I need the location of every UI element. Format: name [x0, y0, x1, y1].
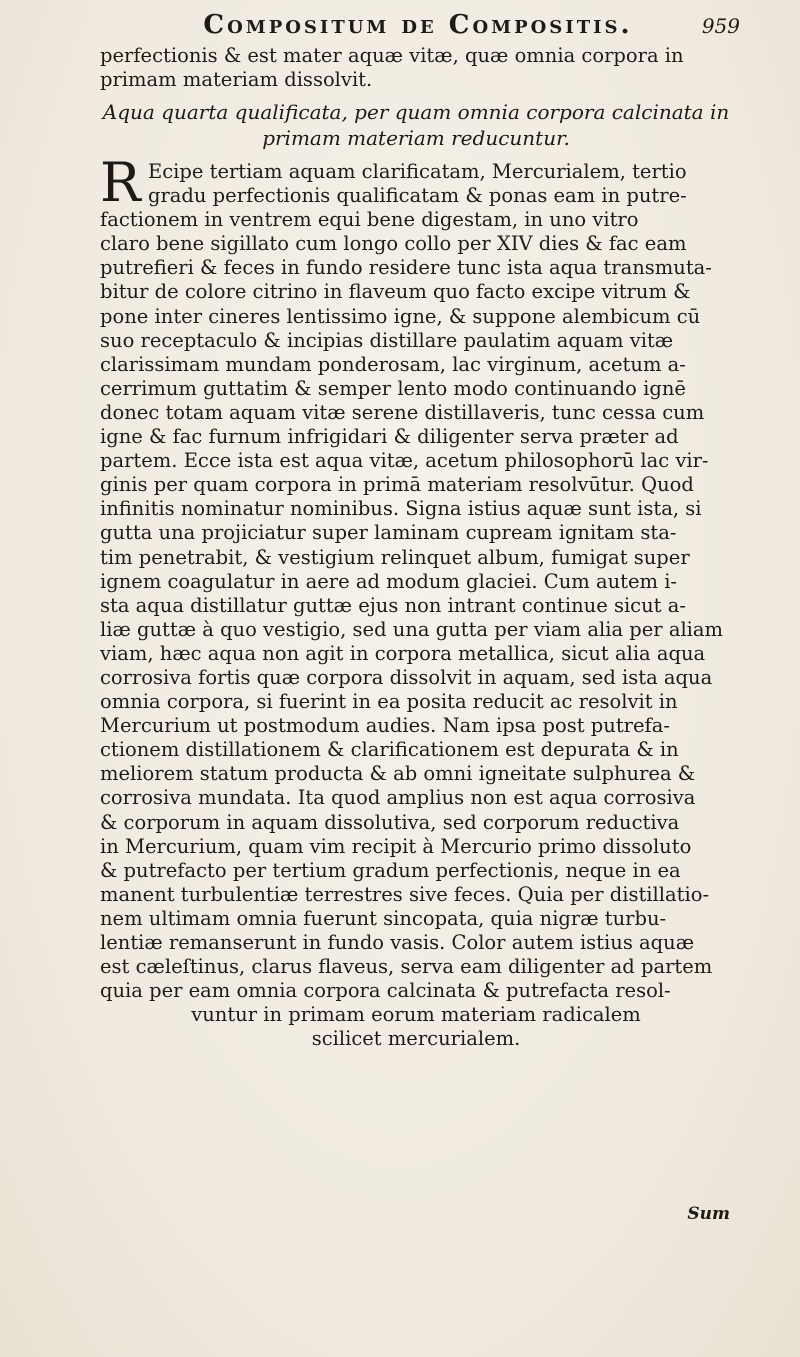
text-line: lentiæ remanserunt in fundo vasis. Color autem istius aquæ [100, 931, 695, 954]
text-line: omnia corpora, si fuerint in ea posita reducit ac resolvit in [100, 690, 678, 714]
text-line: ctionem distillationem & clarificationem est depurata & in [100, 738, 679, 762]
page-header [120, 8, 740, 48]
text-line: viam, hæc aqua non agit in corpora metallica, sicut alia aqua [100, 641, 706, 665]
text-line: pone inter cineres lentissimo igne, & suppone alembicum cū [100, 304, 701, 328]
text-line: claro bene sigillato cum longo collo per XIV dies & fac eam [100, 232, 687, 256]
text-line: factionem in ventrem equi bene digestam, in uno vitro [100, 208, 639, 232]
text-line: ginis per quam corpora in primā materiam resolvūtur. Quod [100, 473, 694, 497]
text-line: putrefieri & feces in fundo residere tunc ista aqua transmuta- [100, 256, 712, 280]
text-line: primam materiam dissolvit. [100, 68, 373, 92]
text-line: infinitis nominatur nominibus. Signa istius aquæ sunt ista, si [100, 497, 702, 521]
text-line: manent turbulentiæ terrestres sive feces. Quia per distillatio- [100, 882, 710, 906]
text-line: bitur de colore citrino in flaveum quo facto excipe vitrum & [100, 280, 691, 304]
text-line: igne & fac furnum infrigidari & diligenter serva præter ad [100, 425, 679, 449]
text-line: clarissimam mundam ponderosam, lac virginum, acetum a- [100, 352, 686, 376]
text-line: vuntur in primam eorum materiam radicalem [191, 1003, 641, 1027]
text-line: tim penetrabit, & vestigium relinquet album, fumigat super [100, 545, 690, 569]
heading-line: primam materiam reducuntur. [262, 126, 570, 150]
heading-line: Aqua quarta qualificata, per quam omnia corpora calcinata in [102, 100, 730, 124]
body-paragraph [100, 160, 732, 1051]
text-line: Ecipe tertiam aquam clarificatam, Mercurialem, tertio [148, 160, 687, 183]
text-line: in Mercurium, quam vim recipit à Mercurio primo dissoluto [100, 834, 692, 858]
section-heading [100, 99, 732, 151]
text-line: sta aqua distillatur guttæ ejus non intrant continue sicut a- [100, 593, 686, 617]
text-line: perfectionis & est mater aquæ vitæ, quæ omnia corpora in [100, 44, 684, 67]
page-number: 959 [701, 14, 740, 38]
text-line: scilicet mercurialem. [311, 1027, 521, 1051]
text-line: gradu perfectionis qualificatam & ponas eam in putre- [148, 184, 687, 208]
text-line: gutta una projiciatur super laminam cupream ignitam sta- [100, 521, 677, 545]
text-line: corrosiva fortis quæ corpora dissolvit in aquam, sed ista aqua [100, 665, 713, 689]
running-head: Compositum de Compositis. [203, 10, 633, 40]
text-line: partem. Ecce ista est aqua vitæ, acetum philosophorū lac vir- [100, 449, 709, 473]
text-line: corrosiva mundata. Ita quod amplius non est aqua corrosiva [100, 786, 696, 810]
text-line: & putrefacto per tertium gradum perfectionis, neque in ea [100, 858, 681, 882]
text-line: & corporum in aquam dissolutiva, sed corporum reductiva [100, 810, 680, 834]
text-line: Mercurium ut postmodum audies. Nam ipsa post putrefa- [100, 714, 670, 738]
text-line: nem ultimam omnia fuerunt sincopata, quia nigræ turbu- [100, 906, 667, 930]
text-line: meliorem statum producta & ab omni igneitate sulphurea & [100, 762, 696, 786]
text-line: suo receptaculo & incipias distillare paulatim aquam vitæ [100, 328, 674, 352]
catchword: Sum [687, 1204, 730, 1224]
text-line: liæ guttæ à quo vestigio, sed una gutta per viam alia per aliam [100, 617, 724, 641]
text-line: donec totam aquam vitæ serene distillaveris, tunc cessa cum [100, 400, 705, 424]
text-line: est cæleſtinus, clarus flaveus, serva eam diligenter ad partem [100, 955, 713, 979]
drop-cap: R [100, 151, 141, 214]
text-line: cerrimum guttatim & semper lento modo continuando ignē [100, 376, 686, 400]
text-line: ignem coagulatur in aere ad modum glaciei. Cum autem i- [100, 569, 678, 593]
text-line: quia per eam omnia corpora calcinata & putrefacta resol- [100, 979, 671, 1003]
intro-paragraph [100, 44, 732, 92]
